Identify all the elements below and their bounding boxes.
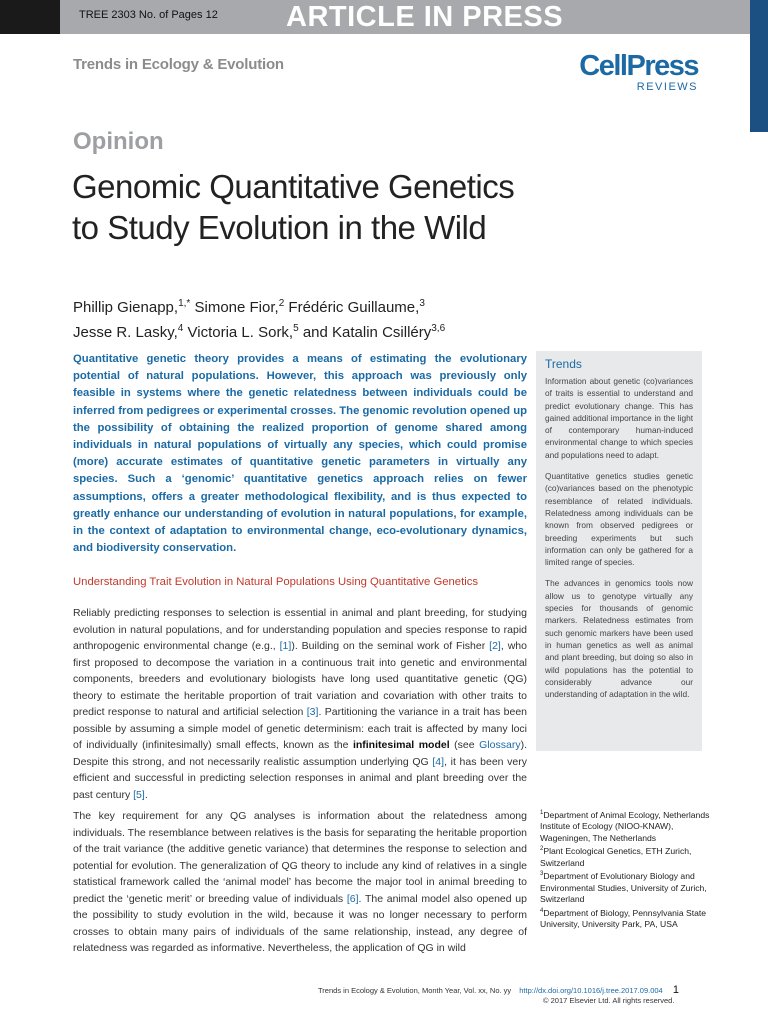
ref-link[interactable]: [4] [432, 755, 445, 768]
doi-link[interactable]: http://dx.doi.org/10.1016/j.tree.2017.09.004 [519, 986, 663, 995]
ref-link[interactable]: [6] [346, 892, 359, 905]
affiliation: $^3$Department of Evolutionary Biology and Environmental Studies, University of Zurich, Switzerland [540, 871, 707, 905]
author: Phillip Gienapp, [73, 299, 179, 316]
logo-wordmark: CellPress [579, 50, 698, 82]
author: Simone Fior, [194, 299, 279, 316]
body-paragraph-2: The key requirement for any QG analyses is information about the relatedness among individuals. The resemblance between relatives is the basis for separating the heritable proportion of the trait variance (the additive genetic variance) that determines the response to selection and potential for evolution. The generalization of QG theory to include any kind of relatives in a single statistical framework called the ‘animal model’ has become the major tool in animal breeding to predict the ‘genetic merit’ or breeding value of individuals [6]. The animal model also opened up the possibility to study evolution in the wild, because it was no longer necessary to perform crosses to obtain many pairs of individuals of the same relationship, instead, any degree of relatedness was regarded as informative. Nevertheless, the application of QG in wild [73, 810, 527, 954]
affiliation: $^1$Department of Animal Ecology, Netherlands Institute of Ecology (NIOO-KNAW), Wageningen, The Netherlands [540, 809, 710, 843]
top-banner [0, 0, 768, 34]
side-tab [750, 0, 768, 132]
trends-item: Information about genetic (co)variances of traits is essential to understand and predict evolutionary change. This has gained additional importance in the light of contemporary human-induced environmental change to which species and populations need to adapt. [545, 376, 693, 460]
trends-item: The advances in genomics tools now allow us to genotype virtually any species for thousands of genomic markers. Relatedness estimates from such genomic markers have been used in human genetics as well as animal and plant breeding, but doing so also in wild populations has the potential to considerably advance our understanding of adaptation in the wild. [545, 578, 693, 700]
article-in-press-label: ARTICLE IN PRESS [286, 1, 564, 33]
cellpress-logo [578, 51, 698, 93]
footer-citation: Trends in Ecology & Evolution, Month Year, Vol. xx, No. yy [318, 986, 512, 995]
author: Jesse R. Lasky, [73, 324, 178, 341]
abstract: Quantitative genetic theory provides a means of estimating the evolutionary potential of natural populations. However, this approach was previously only feasible in systems where the genetic relatedness between individuals could be inferred from pedigrees or experimental crosses. The genomic revolution opened up the possibility of obtaining the realized proportion of genome shared among individuals in natural populations of virtually any species, which could promise (more) accurate estimates of quantitative genetic parameters in virtually any species. Such a ‘genomic’ quantitative genetics approach relies on fewer assumptions, offers a greater methodological flexibility, and is thus expected to greatly enhance our understanding of evolution in natural populations, for example, in the context of adaptation to environmental change, eco-evolutionary dynamics, and biodiversity conservation. [73, 353, 527, 555]
banner-black-block [0, 0, 60, 34]
page-number: 1 [672, 984, 679, 996]
author: Frédéric Guillaume, [288, 299, 420, 316]
ref-link[interactable]: [5] [133, 788, 145, 801]
glossary-term: infinitesimal model [352, 739, 450, 751]
trends-item: Quantitative genetics studies genetic (co)variances based on the phenotypic resemblance of related individuals. Relatedness among individuals can be known from observed pedigrees or breeding experiments but such information can only be gathered for a limited range of species. [545, 471, 693, 568]
author-affil: 3 [419, 298, 425, 309]
author-list [73, 293, 533, 343]
affiliations [540, 808, 710, 930]
author: and Katalin Csilléry [302, 324, 432, 341]
author-affil: 2 [278, 298, 285, 309]
author: Victoria L. Sork, [187, 324, 294, 341]
copyright-notice: © 2017 Elsevier Ltd. All rights reserved. [543, 996, 675, 1005]
logo-subtitle: REVIEWS [636, 81, 698, 93]
manuscript-meta: TREE 2303 No. of Pages 12 [79, 9, 218, 21]
ref-link[interactable]: [1] [279, 640, 292, 652]
journal-name: Trends in Ecology & Evolution [73, 56, 284, 73]
section-heading: Understanding Trait Evolution in Natural Populations Using Quantitative Genetics [73, 576, 479, 588]
ref-link[interactable]: [2] [489, 640, 501, 652]
body-paragraph-1: Reliably predicting responses to selection is essential in animal and plant breeding, for studying evolution in natural populations, and for understanding population and species response to rapid anthropogenic environmental change (e.g., [1]). Building on the seminal work of Fisher [2], who first proposed to decompose the variation in a continuous trait into genetic and environmental components, breeders and evolutionary biologists have long used quantitative genetic (QG) theory to estimate the heritable proportion of trait variation and covariation with other traits to predict response to natural and artificial selection [3]. Partitioning the variance in a trait has been possible by assuming a simple model of genetic determinism: each trait is affected by many loci of individually (infinitesimally) small effects, known as the infinitesimal model (see Glossary). Despite this strong, and not necessarily realistic assumption underlying QG [4], it has been very efficient and successful in predicting selection responses in animal and plant breeding over the past century [5]. [73, 607, 528, 801]
article-title: Genomic Quantitative Genetics to Study Evolution in the Wild [72, 168, 515, 246]
affiliation: $^2$Plant Ecological Genetics, ETH Zurich, Switzerland [540, 846, 692, 868]
glossary-link[interactable]: Glossary [479, 739, 521, 751]
author-affil: 4 [177, 323, 184, 334]
author-affil: 5 [293, 323, 299, 334]
page-footer [318, 984, 679, 996]
author-affil: 3,6 [431, 323, 446, 334]
affiliation: $^4$Department of Biology, Pennsylvania State University, University Park, PA, USA [540, 907, 707, 929]
author-affil: 1,* [178, 298, 191, 309]
ref-link[interactable]: [3] [306, 706, 319, 718]
article-type: Opinion [73, 128, 164, 155]
trends-box [536, 351, 702, 751]
trends-heading: Trends [545, 357, 582, 371]
